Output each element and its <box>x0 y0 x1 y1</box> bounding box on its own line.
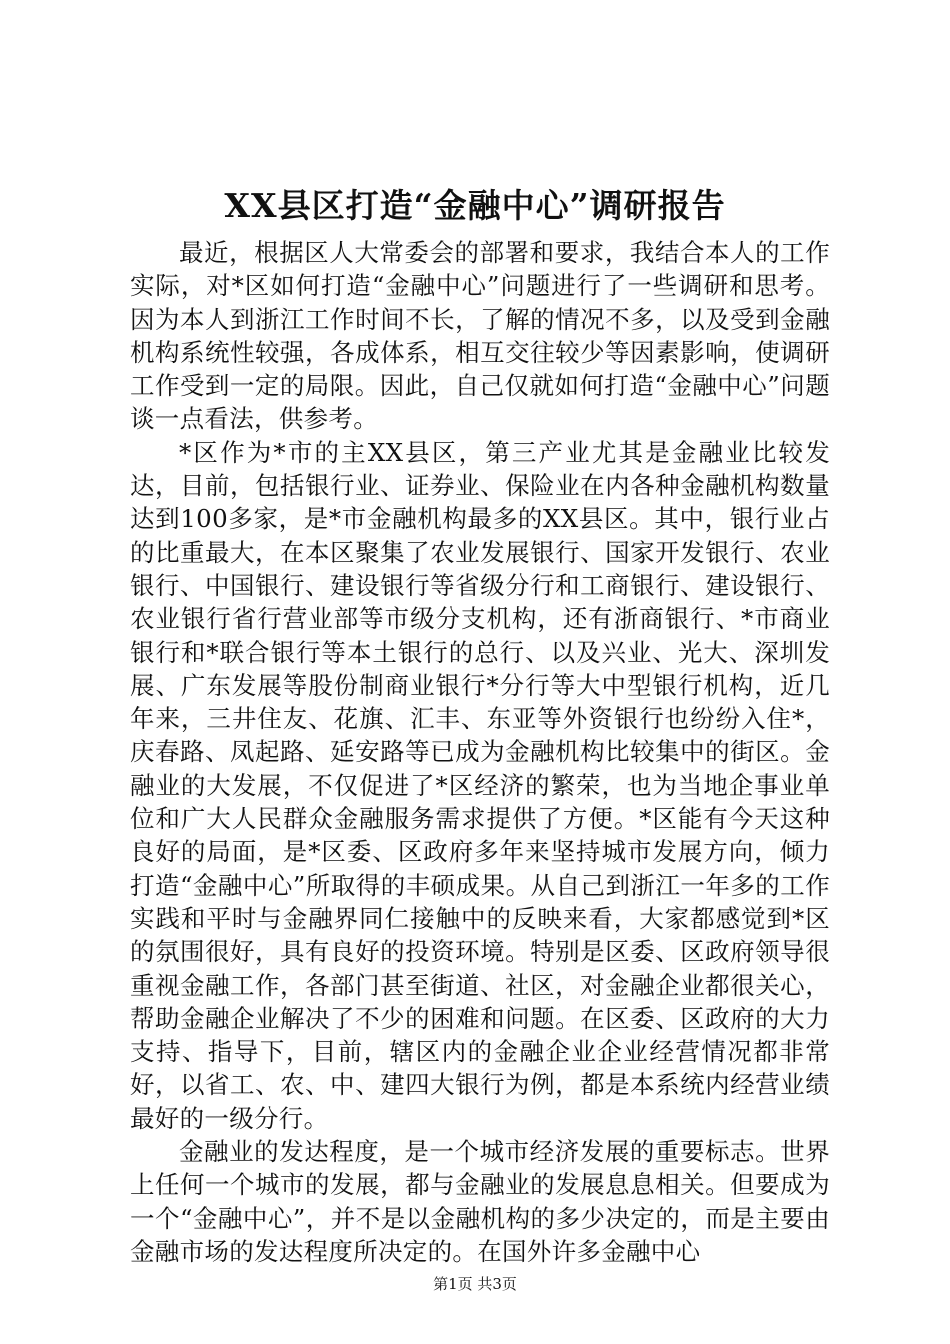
paragraph-1: 最近，根据区人大常委会的部署和要求，我结合本人的工作实际，对*区如何打造“金融中心”问题进行了一些调研和思考。因为本人到浙江工作时间不长，了解的情况不多，以及受到金融机构系统性较强，各成体系，相互交往较少等因素影响，使调研工作受到一定的局限。因此，自己仅就如何打造“金融中心”问题谈一点看法，供参考。 <box>130 238 830 434</box>
paragraph-3: 金融业的发达程度，是一个城市经济发展的重要标志。世界上任何一个城市的发展，都与金融业的发展息息相关。但要成为一个“金融中心”，并不是以金融机构的多少决定的，而是主要由金融市场的发达程度所决定的。在国外许多金融中心 <box>130 1137 830 1266</box>
paragraph-2: *区作为*市的主XX县区，第三产业尤其是金融业比较发达，目前，包括银行业、证券业、保险业在内各种金融机构数量达到100多家，是*市金融机构最多的XX县区。其中，银行业占的比重最大，在本区聚集了农业发展银行、国家开发银行、农业银行、中国银行、建设银行等省级分行和工商银行、建设银行、农业银行省行营业部等市级分支机构，还有浙商银行、*市商业银行和*联合银行等本土银行的总行、以及兴业、光大、深圳发展、广东发展等股份制商业银行*分行等大中型银行机构，近几年来，三井住友、花旗、汇丰、东亚等外资银行也纷纷入住*，庆春路、凤起路、延安路等已成为金融机构比较集中的街区。金融业的大发展，不仅促进了*区经济的繁荣，也为当地企事业单位和广大人民群众金融服务需求提供了方便。*区能有今天这种良好的局面，是*区委、区政府多年来坚持城市发展方向，倾力打造“金融中心”所取得的丰硕成果。从自己到浙江一年多的工作实践和平时与金融界同仁接触中的反映来看，大家都感觉到*区的氛围很好，具有良好的投资环境。特别是区委、区政府领导很重视金融工作，各部门甚至街道、社区，对金融企业都很关心，帮助金融企业解决了不少的困难和问题。在区委、区政府的大力支持、指导下，目前，辖区内的金融企业企业经营情况都非常好，以省工、农、中、建四大银行为例，都是本系统内经营业绩最好的一级分行。 <box>130 437 830 1133</box>
document-body <box>130 236 830 1268</box>
page-number-footer: 第1页 共3页 <box>433 1275 517 1293</box>
document-title: XX县区打造“金融中心”调研报告 <box>224 186 726 225</box>
